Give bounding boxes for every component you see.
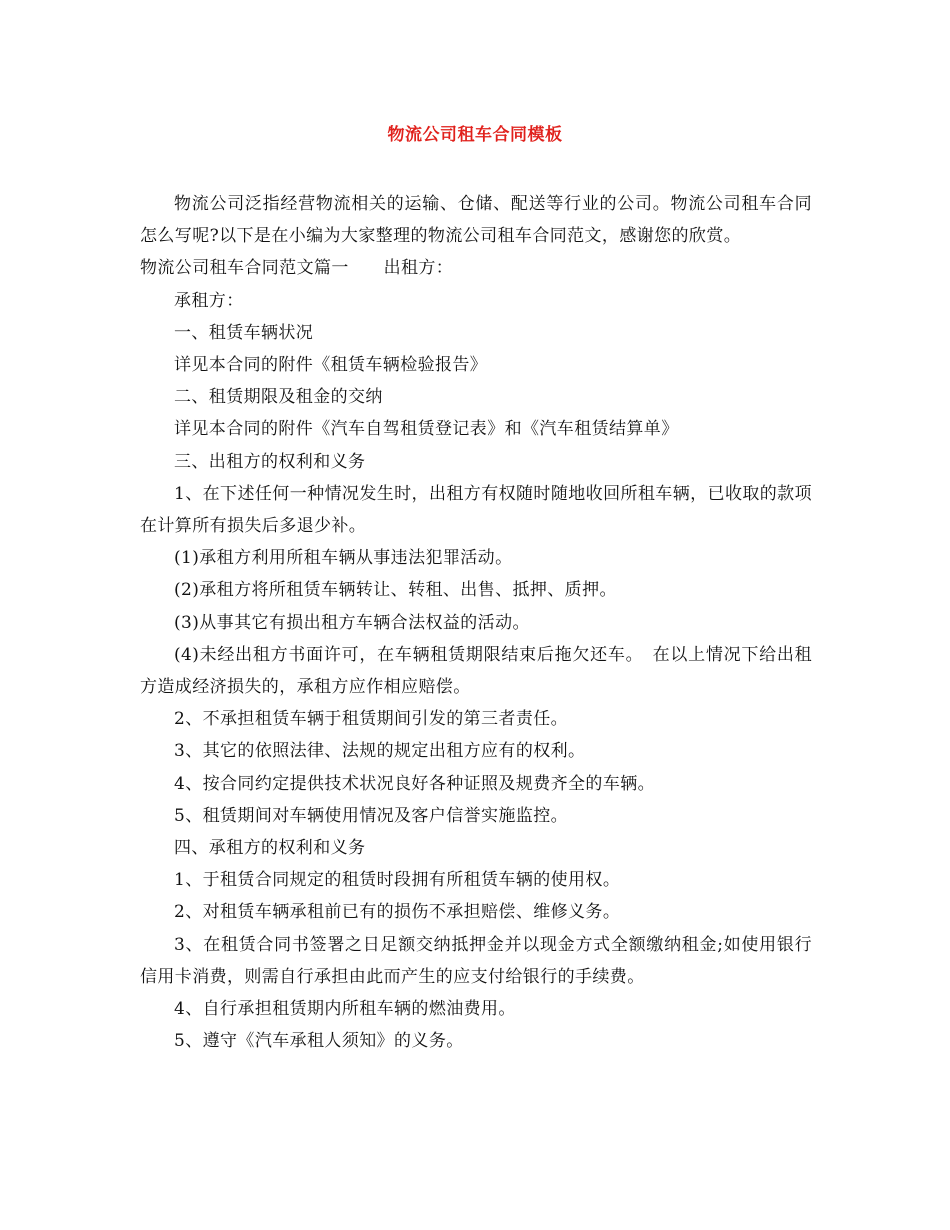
- paragraph: 5、遵守《汽车承租人须知》的义务。: [174, 1031, 464, 1052]
- paragraph: 1、于租赁合同规定的租赁时段拥有所租赁车辆的使用权。: [174, 870, 621, 891]
- paragraph: 二、租赁期限及租金的交纳: [174, 387, 383, 408]
- paragraph: 1、在下述任何一种情况发生时，出租方有权随时随地收回所租车辆，已收取的款项在计算所有损失后多退少补。: [140, 483, 812, 537]
- paragraph: 4、按合同约定提供技术状况良好各种证照及规费齐全的车辆。: [174, 773, 656, 794]
- paragraph: 4、自行承担租赁期内所租车辆的燃油费用。: [174, 999, 516, 1020]
- paragraph: (4)未经出租方书面许可，在车辆租赁期限结束后拖欠还车。 在以上情况下给出租方造成经济损失的，承租方应作相应赔偿。: [140, 644, 812, 698]
- paragraph: 详见本合同的附件《汽车自驾租赁登记表》和《汽车租赁结算单》: [174, 419, 679, 440]
- paragraph: (2)承租方将所租赁车辆转让、转租、出售、抵押、质押。: [174, 580, 617, 601]
- paragraph: 四、承租方的权利和义务: [174, 838, 366, 859]
- paragraph: (1)承租方利用所租车辆从事违法犯罪活动。: [174, 548, 513, 569]
- paragraph: 详见本合同的附件《租赁车辆检验报告》: [174, 355, 488, 376]
- paragraph: 物流公司租车合同范文篇一 出租方：: [140, 258, 454, 279]
- document-body: [140, 188, 812, 1057]
- paragraph: 3、在租赁合同书签署之日足额交纳抵押金并以现金方式全额缴纳租金;如使用银行信用卡消费，则需自行承担由此而产生的应支付给银行的手续费。: [140, 934, 812, 987]
- paragraph: 5、租赁期间对车辆使用情况及客户信誉实施监控。: [174, 805, 569, 826]
- paragraph: 承租方：: [174, 290, 244, 311]
- document-title: 物流公司租车合同模板: [387, 125, 563, 145]
- paragraph: 物流公司泛指经营物流相关的运输、仓储、配送等行业的公司。物流公司租车合同怎么写呢?以下是在小编为大家整理的物流公司租车合同范文，感谢您的欣赏。: [140, 194, 812, 247]
- paragraph: (3)从事其它有损出租方车辆合法权益的活动。: [174, 612, 530, 633]
- paragraph: 一、租赁车辆状况: [174, 322, 314, 343]
- paragraph: 3、其它的依照法律、法规的规定出租方应有的权利。: [174, 741, 586, 762]
- paragraph: 三、出租方的权利和义务: [174, 451, 366, 472]
- paragraph: 2、不承担租赁车辆于租赁期间引发的第三者责任。: [174, 709, 569, 730]
- paragraph: 2、对租赁车辆承租前已有的损伤不承担赔偿、维修义务。: [174, 902, 621, 923]
